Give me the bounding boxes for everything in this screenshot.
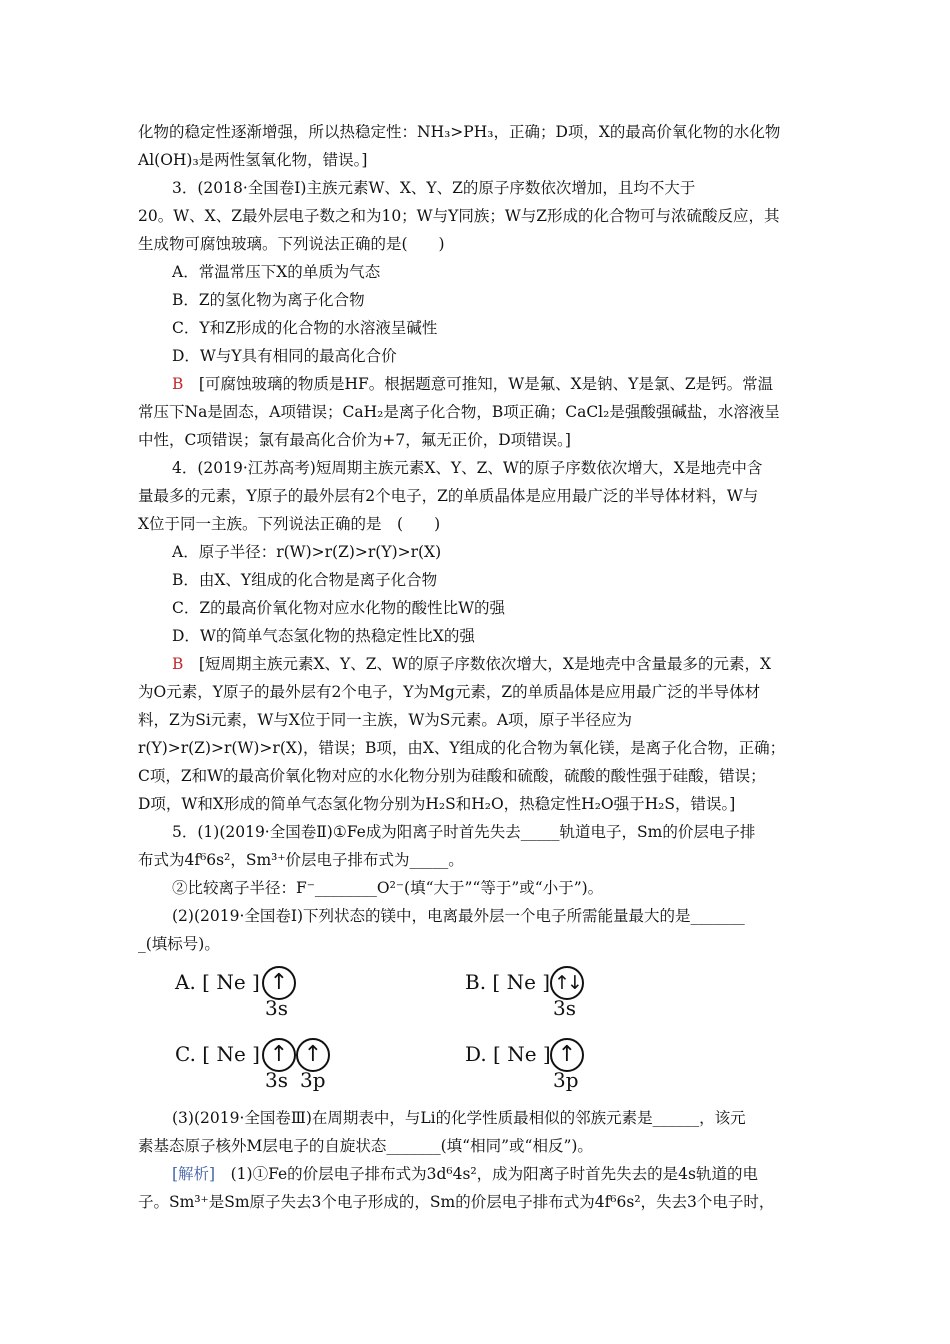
text-line: 化物的稳定性逐渐增强，所以热稳定性：NH₃>PH₃，正确；D项，X的最高价氧化物的水化物: [138, 123, 781, 141]
option-b-label: B. [ Ne ]: [465, 970, 551, 994]
answer-4-text: [短周期主族元素X、Y、Z、W的原子序数依次增大，X是地壳中含量最多的元素，X: [183, 655, 771, 673]
question-3-stem: 生成物可腐蚀玻璃。下列说法正确的是( ): [138, 235, 445, 253]
question-5-stem: (3)(2019·全国卷Ⅲ)在周期表中，与Li的化学性质最相似的邻族元素是______，该元: [172, 1109, 746, 1127]
text-line: Al(OH)₃是两性氢氧化物，错误。]: [138, 151, 368, 169]
question-4-stem: 4．(2019·江苏高考)短周期主族元素X、Y、Z、W的原子序数依次增大，X是地壳中含: [172, 459, 763, 477]
question-4-option-d: D．W的简单气态氢化物的热稳定性比X的强: [172, 627, 475, 645]
answer-3-key: B: [172, 375, 184, 393]
question-4-option-a: A．原子半径：r(W)>r(Z)>r(Y)>r(X): [172, 543, 442, 561]
answer-3-text: [可腐蚀玻璃的物质是HF。根据题意可推知，W是氟、X是钠、Y是氯、Z是钙。常温: [183, 375, 774, 393]
sublevel-label: 3p: [553, 1068, 579, 1092]
answer-3-line: [172, 373, 773, 395]
answer-4-key: B: [172, 655, 184, 673]
sublevel-label: 3p: [300, 1068, 326, 1092]
option-d-label: D. [ Ne ]: [465, 1042, 551, 1066]
orbital-circle: ↑: [262, 966, 296, 1000]
question-3-stem: 3．(2018·全国卷Ⅰ)主族元素W、X、Y、Z的原子序数依次增加，且均不大于: [172, 179, 696, 197]
question-4-stem: X位于同一主族。下列说法正确的是 ( ): [138, 515, 441, 533]
orbital-circle: ↑↓: [550, 966, 584, 1000]
question-3-option-a: A．常温常压下X的单质为气态: [172, 263, 381, 281]
question-5-stem: (2)(2019·全国卷Ⅰ)下列状态的镁中，电离最外层一个电子所需能量最大的是_______: [172, 907, 745, 925]
answer-4-text: 为O元素，Y原子的最外层有2个电子，Y为Mg元素，Z的单质晶体是应用最广泛的半导体材: [138, 683, 761, 701]
question-3-option-d: D．W与Y具有相同的最高化合价: [172, 347, 397, 365]
question-3-stem: 20。W、X、Z最外层电子数之和为10；W与Y同族；W与Z形成的化合物可与浓硫酸反应，其: [138, 207, 780, 225]
question-5-stem: _(填标号)。: [138, 935, 220, 953]
question-4-stem: 量最多的元素，Y原子的最外层有2个电子，Z的单质晶体是应用最广泛的半导体材料，W与: [138, 487, 759, 505]
answer-3-text: 常压下Na是固态，A项错误；CaH₂是离子化合物，B项正确；CaCl₂是强酸强碱盐，水溶液呈: [138, 403, 780, 421]
sublevel-label: 3s: [265, 1068, 288, 1092]
orbital-circle: ↑: [550, 1038, 584, 1072]
question-3-option-b: B．Z的氢化物为离子化合物: [172, 291, 365, 309]
answer-4-text: 料，Z为Si元素，W与X位于同一主族，W为S元素。A项，原子半径应为: [138, 711, 633, 729]
question-5-stem: 5．(1)(2019·全国卷Ⅱ)①Fe成为阳离子时首先失去_____轨道电子，Sm的价层电子排: [172, 823, 756, 841]
option-a-label: A. [ Ne ]: [175, 970, 260, 994]
question-3-option-c: C．Y和Z形成的化合物的水溶液呈碱性: [172, 319, 438, 337]
orbital-circle: ↑: [296, 1038, 330, 1072]
question-4-option-c: C．Z的最高价氧化物对应水化物的酸性比W的强: [172, 599, 506, 617]
sublevel-label: 3s: [265, 996, 288, 1020]
analysis-tag: [解析]: [172, 1165, 216, 1183]
sublevel-label: 3s: [553, 996, 576, 1020]
answer-3-text: 中性，C项错误；氯有最高化合价为+7，氟无正价，D项错误。]: [138, 431, 571, 449]
analysis-text: 子。Sm³⁺是Sm原子失去3个电子形成的，Sm的价层电子排布式为4f⁶6s²，失去3个电子时，: [138, 1193, 775, 1211]
question-5-stem: 布式为4f⁶6s²，Sm³⁺价层电子排布式为_____。: [138, 851, 464, 869]
question-5-stem: 素基态原子核外M层电子的自旋状态_______(填“相同”或“相反”)。: [138, 1137, 593, 1155]
question-4-option-b: B．由X、Y组成的化合物是离子化合物: [172, 571, 438, 589]
orbital-circle: ↑: [262, 1038, 296, 1072]
answer-4-text: C项，Z和W的最高价氧化物对应的水化物分别为硅酸和硫酸，硫酸的酸性强于硅酸，错误；: [138, 767, 766, 785]
answer-4-line: [172, 653, 771, 675]
analysis-text: (1)①Fe的价层电子排布式为3d⁶4s²，成为阳离子时首先失去的是4s轨道的电: [215, 1165, 758, 1183]
analysis-line: [172, 1163, 758, 1185]
answer-4-text: D项，W和X形成的简单气态氢化物分别为H₂S和H₂O，热稳定性H₂O强于H₂S，错误。]: [138, 795, 736, 813]
option-c-label: C. [ Ne ]: [175, 1042, 260, 1066]
question-5-stem: ②比较离子半径：F⁻________O²⁻(填“大于”“等于”或“小于”)。: [172, 879, 604, 897]
answer-4-text: r(Y)>r(Z)>r(W)>r(X)，错误；B项，由X、Y组成的化合物为氧化镁，是离子化合物，正确；: [138, 739, 786, 757]
